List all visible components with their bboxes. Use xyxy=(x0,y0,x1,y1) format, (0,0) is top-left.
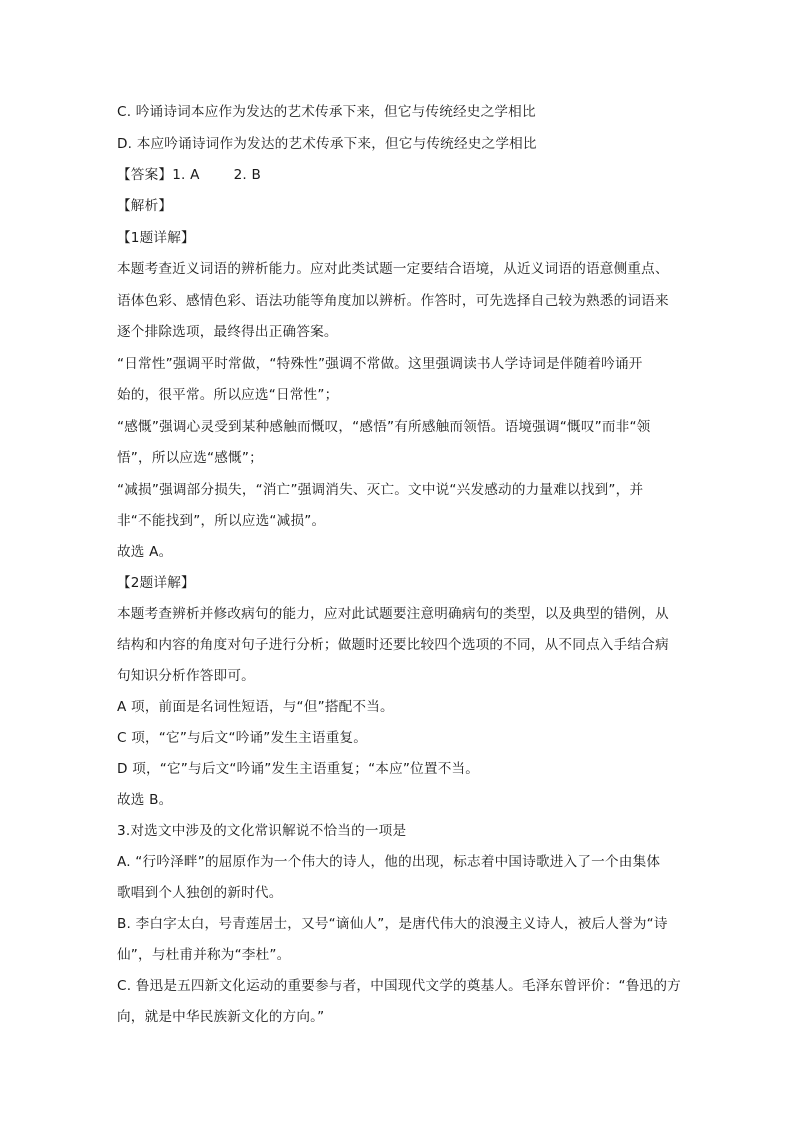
q3-option-b-line: 仙”，与杜甫并称为“李杜”。 xyxy=(117,947,291,963)
q1-paragraph-line: “减损”强调部分损失，“消亡”强调消失、灭亡。文中说“兴发感动的力量难以找到”，并 xyxy=(117,482,644,498)
q3-option-b-line: B. 李白字太白，号青莲居士，又号“谪仙人”，是唐代伟大的浪漫主义诗人，被后人誉为“诗 xyxy=(117,916,668,932)
q1-paragraph-line: 悟”，所以应选“感慨”； xyxy=(117,450,263,466)
q3-option-a-line: 歌唱到个人独创的新时代。 xyxy=(117,885,283,901)
answer-line xyxy=(117,166,687,184)
q1-paragraph-line: “感慨”强调心灵受到某种感触而慨叹，“感悟”有所感触而领悟。语境强调“慨叹”而非“领 xyxy=(117,419,651,435)
q2-paragraph-line: 本题考查辨析并修改病句的能力，应对此试题要注意明确病句的类型，以及典型的错例，从 xyxy=(117,606,669,622)
q1-paragraph-line: 始的，很平常。所以应选“日常性”； xyxy=(117,387,339,403)
answer-label: 【答案】 xyxy=(117,167,173,183)
option-d-text: D. 本应吟诵诗词作为发达的艺术传承下来，但它与传统经史之学相比 xyxy=(117,136,537,152)
q2-option-c: C 项，“它”与后文“吟诵”发生主语重复。 xyxy=(117,730,368,746)
q1-paragraph-line: 本题考查近义词语的辨析能力。应对此类试题一定要结合语境，从近义词语的语意侧重点、 xyxy=(117,261,669,277)
answer-2: 2. B xyxy=(233,167,261,183)
q3-stem: 3.对选文中涉及的文化常识解说不恰当的一项是 xyxy=(117,823,407,839)
q1-conclusion: 故选 A。 xyxy=(117,544,173,560)
answer-1: 1. A xyxy=(172,167,200,183)
q3-option-a-line: A. “行吟泽畔”的屈原作为一个伟大的诗人，他的出现，标志着中国诗歌进入了一个由集体 xyxy=(117,854,661,870)
q3-option-c-line: C. 鲁迅是五四新文化运动的重要参与者，中国现代文学的奠基人。毛泽东曾评价：“鲁迅的方 xyxy=(117,978,681,994)
q1-paragraph-line: “日常性”强调平时常做，“特殊性”强调不常做。这里强调读书人学诗词是伴随着吟诵开 xyxy=(117,356,643,372)
q1-paragraph-line: 语体色彩、感情色彩、语法功能等角度加以辨析。作答时，可先选择自己较为熟悉的词语来 xyxy=(117,293,669,309)
q2-option-d: D 项，“它”与后文“吟诵”发生主语重复；“本应”位置不当。 xyxy=(117,761,480,777)
analysis-label: 【解析】 xyxy=(117,198,173,214)
q1-heading: 【1题详解】 xyxy=(117,230,195,246)
q2-conclusion: 故选 B。 xyxy=(117,792,173,808)
q2-option-a: A 项，前面是名词性短语，与“但”搭配不当。 xyxy=(117,699,394,715)
q2-heading: 【2题详解】 xyxy=(117,575,195,591)
q1-paragraph-line: 非“不能找到”，所以应选“减损”。 xyxy=(117,513,326,529)
q2-paragraph-line: 句知识分析作答即可。 xyxy=(117,668,255,684)
q2-paragraph-line: 结构和内容的角度对句子进行分析；做题时还要比较四个选项的不同，从不同点入手结合病 xyxy=(117,637,669,653)
option-c-text: C. 吟诵诗词本应作为发达的艺术传承下来，但它与传统经史之学相比 xyxy=(117,104,536,120)
q1-paragraph-line: 逐个排除选项，最终得出正确答案。 xyxy=(117,324,338,340)
q3-option-c-line: 向，就是中华民族新文化的方向。” xyxy=(117,1009,325,1025)
